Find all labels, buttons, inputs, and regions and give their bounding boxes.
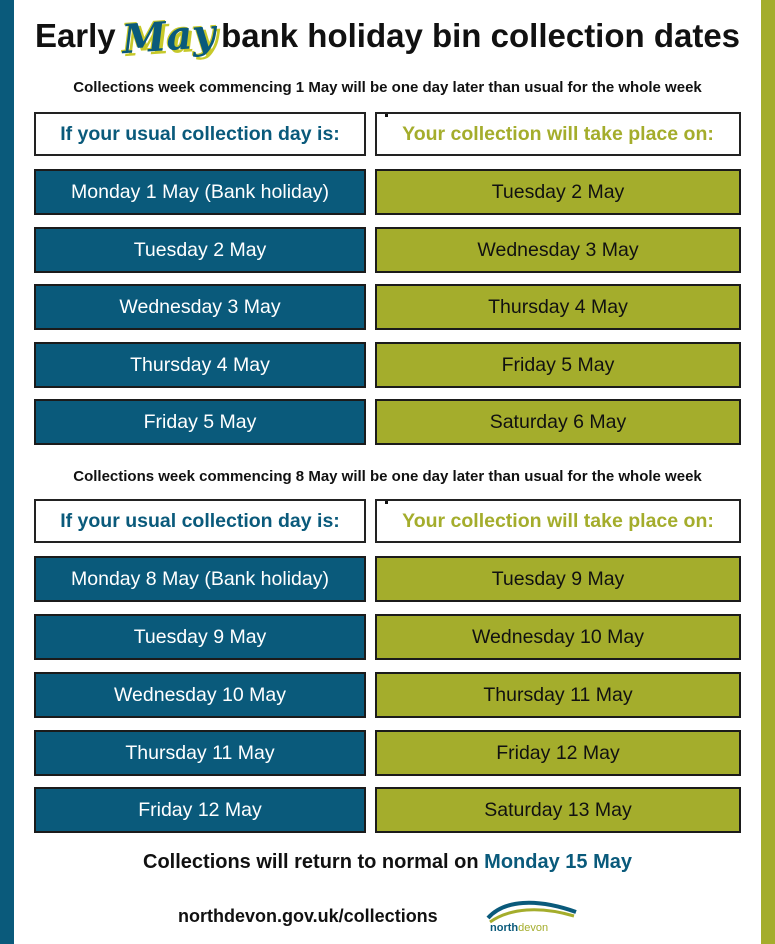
website-link[interactable]: northdevon.gov.uk/collections (178, 906, 438, 926)
title-before: Early (34, 17, 116, 54)
week-2-row-5-new: Saturday 13 May (375, 787, 741, 833)
week-1-row-1-new: Tuesday 2 May (375, 169, 741, 215)
week-1-row-2-new: Wednesday 3 May (375, 227, 741, 273)
week-2-row-4-new: Friday 12 May (375, 730, 741, 776)
right-edge-bar (761, 0, 775, 944)
week-2-row-2-usual: Tuesday 9 May (34, 614, 366, 660)
page-title (14, 10, 761, 62)
left-edge-bar (0, 0, 14, 944)
return-to-normal-note (14, 851, 761, 874)
week-1-row-5-new: Saturday 6 May (375, 399, 741, 445)
north-devon-logo (484, 896, 580, 940)
week-2-row-1-usual: Monday 8 May (Bank holiday) (34, 556, 366, 602)
title-after: bank holiday bin collection dates (221, 17, 741, 54)
week-2-row-5-usual: Friday 12 May (34, 787, 366, 833)
week-1-row-3-new: Thursday 4 May (375, 284, 741, 330)
logo-text-regular: devon (518, 922, 549, 934)
logo-wordmark (490, 922, 548, 934)
week-1-row-4-usual: Thursday 4 May (34, 342, 366, 388)
week-1-note: Collections week commencing 1 May will be one day later than usual for the whole week (73, 79, 702, 96)
stray-dot (385, 114, 388, 117)
week-2-row-1-new: Tuesday 9 May (375, 556, 741, 602)
week-2-header-usual: If your usual collection day is: (34, 499, 366, 543)
return-note-text: Collections will return to normal on (143, 851, 479, 873)
week-1-row-3-usual: Wednesday 3 May (34, 284, 366, 330)
week-1-header-new: Your collection will take place on: (375, 112, 741, 156)
week-2-row-4-usual: Thursday 11 May (34, 730, 366, 776)
week-1-row-4-new: Friday 5 May (375, 342, 741, 388)
return-note-date: Monday 15 May (484, 851, 632, 873)
week-2-row-3-usual: Wednesday 10 May (34, 672, 366, 718)
title-may-highlight: May (120, 9, 217, 63)
week-2-row-2-new: Wednesday 10 May (375, 614, 741, 660)
week-2-row-3-new: Thursday 11 May (375, 672, 741, 718)
logo-text-bold: north (490, 922, 519, 934)
week-1-row-5-usual: Friday 5 May (34, 399, 366, 445)
week-2-header-new: Your collection will take place on: (375, 499, 741, 543)
week-1-header-usual: If your usual collection day is: (34, 112, 366, 156)
stray-dot (385, 501, 388, 504)
week-1-row-2-usual: Tuesday 2 May (34, 227, 366, 273)
week-2-note: Collections week commencing 8 May will be one day later than usual for the whole week (73, 468, 702, 485)
week-1-row-1-usual: Monday 1 May (Bank holiday) (34, 169, 366, 215)
